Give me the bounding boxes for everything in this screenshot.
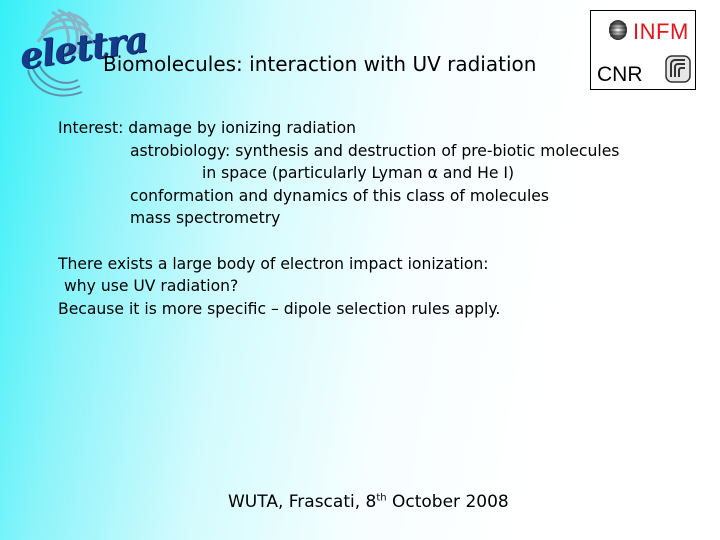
electron-impact-line: There exists a large body of electron impact ionization: (58, 254, 489, 273)
interest-conformation: conformation and dynamics of this class of molecules (130, 186, 549, 205)
cnr-label: CNR (597, 63, 643, 86)
footer-prefix: WUTA, Frascati, 8 (228, 492, 377, 512)
paragraph-gap (58, 230, 619, 253)
elettra-logo-text: elettra (17, 18, 150, 78)
cnr-logo-icon (665, 55, 691, 83)
footer-suffix: October 2008 (386, 492, 509, 512)
interest-heading: Interest: damage by ionizing radiation (58, 119, 357, 137)
footer-ordinal: th (376, 492, 387, 504)
slide-footer (228, 492, 509, 512)
slide-body (58, 117, 619, 320)
slide-title: Biomolecules: interaction with UV radiation (103, 52, 537, 76)
infm-label: INFM (633, 19, 689, 44)
selection-rules-line: Because it is more specific – dipole selection rules apply. (58, 299, 501, 318)
interest-mass-spec: mass spectrometry (130, 209, 281, 227)
partner-logos (590, 10, 696, 90)
elettra-logo (8, 6, 150, 102)
infm-mark-icon (608, 19, 628, 41)
interest-astrobiology: astrobiology: synthesis and destruction of pre-biotic molecules (130, 141, 620, 160)
why-uv-line: why use UV radiation? (64, 277, 239, 295)
interest-astrobiology-cont: in space (particularly Lyman α and He I) (202, 164, 515, 182)
